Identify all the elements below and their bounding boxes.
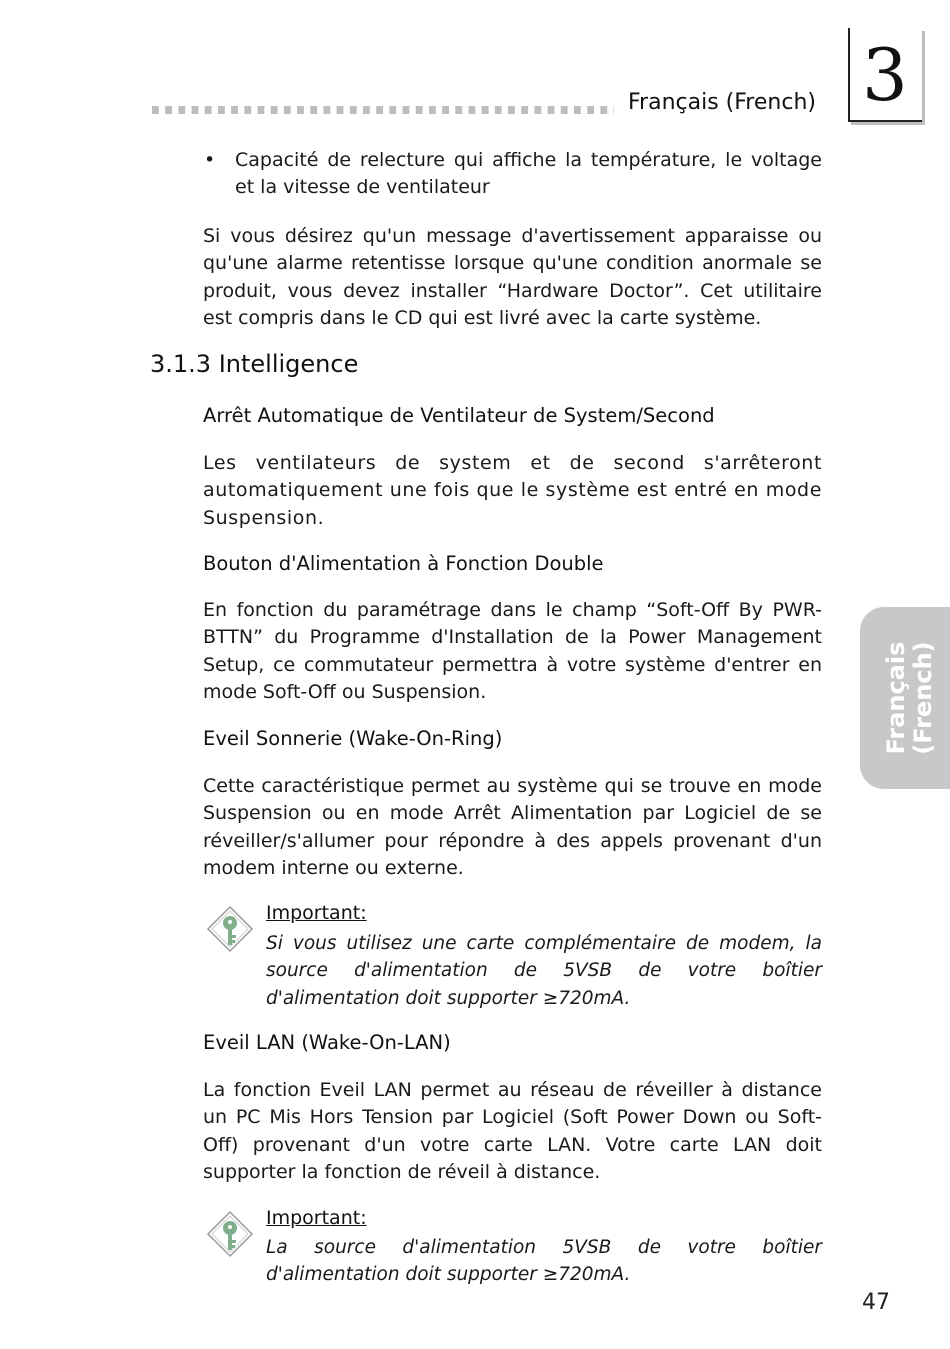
section-heading: 3.1.3 Intelligence bbox=[150, 350, 359, 378]
side-tab-line-2: (French) bbox=[909, 641, 937, 755]
important-note-text: La source d'alimentation 5VSB de votre boîtier d'alimentation doit supporter ≥720mA. bbox=[266, 1237, 822, 1286]
side-tab-line-1: Français bbox=[882, 641, 910, 755]
subsection-heading-fan-stop: Arrêt Automatique de Ventilateur de System/Second bbox=[203, 404, 715, 427]
subsection-text-wake-on-ring: Cette caractéristique permet au système qui se trouve en mode Suspension ou en mode Arrêt Alimentation par Logiciel de se réveiller/s'allumer pour répondre à des appels provenant d'un modem interne ou externe. bbox=[203, 775, 822, 879]
subsection-heading-power-button: Bouton d'Alimentation à Fonction Double bbox=[203, 552, 604, 575]
chapter-number: 3 bbox=[862, 33, 908, 117]
subsection-heading-wake-on-lan: Eveil LAN (Wake-On-LAN) bbox=[203, 1031, 451, 1054]
key-icon bbox=[206, 1210, 254, 1258]
subsection-text-wake-on-lan: La fonction Eveil LAN permet au réseau de réveiller à distance un PC Mis Hors Tension par Logiciel (Soft Power Down ou Soft- Off) provenant d'un votre carte LAN. Votre carte LAN doit supporter la fonction de réveil à distance. bbox=[203, 1079, 822, 1183]
header-language-title: Français (French) bbox=[628, 90, 816, 115]
side-language-tab-label bbox=[883, 641, 937, 754]
subsection-heading-wake-on-ring: Eveil Sonnerie (Wake-On-Ring) bbox=[203, 727, 503, 750]
header-dot-leader bbox=[152, 104, 614, 116]
intro-paragraph: Si vous désirez qu'un message d'avertissement apparaisse ou qu'une alarme retentisse lorsque qu'une condition anormale se produit, vous devez installer “Hardware Doctor”. Cet utilitaire est compris dans le CD qui est livré avec la carte système. bbox=[203, 225, 822, 329]
subsection-text-power-button: En fonction du paramétrage dans le champ “Soft-Off By PWR-BTTN” du Programme d'Installation de la Power Management Setup, ce commutateur permettra à votre système d'entrer en mode Soft-Off ou Suspension. bbox=[203, 599, 822, 703]
key-icon bbox=[206, 905, 254, 953]
subsection-text-fan-stop: Les ventilateurs de system et de second s'arrêteront automatiquement une fois que le système est entré en mode Suspension. bbox=[203, 452, 822, 529]
bullet-marker: • bbox=[204, 149, 216, 171]
page-number: 47 bbox=[862, 1290, 890, 1315]
bullet-text: Capacité de relecture qui affiche la température, le voltage et la vitesse de ventilateur bbox=[235, 149, 822, 199]
important-label: Important: bbox=[266, 1207, 367, 1229]
important-note-text: Si vous utilisez une carte complémentaire de modem, la source d'alimentation de 5VSB de votre boîtier d'alimentation doit supporter ≥720mA. bbox=[266, 933, 822, 1009]
important-label: Important: bbox=[266, 902, 367, 924]
